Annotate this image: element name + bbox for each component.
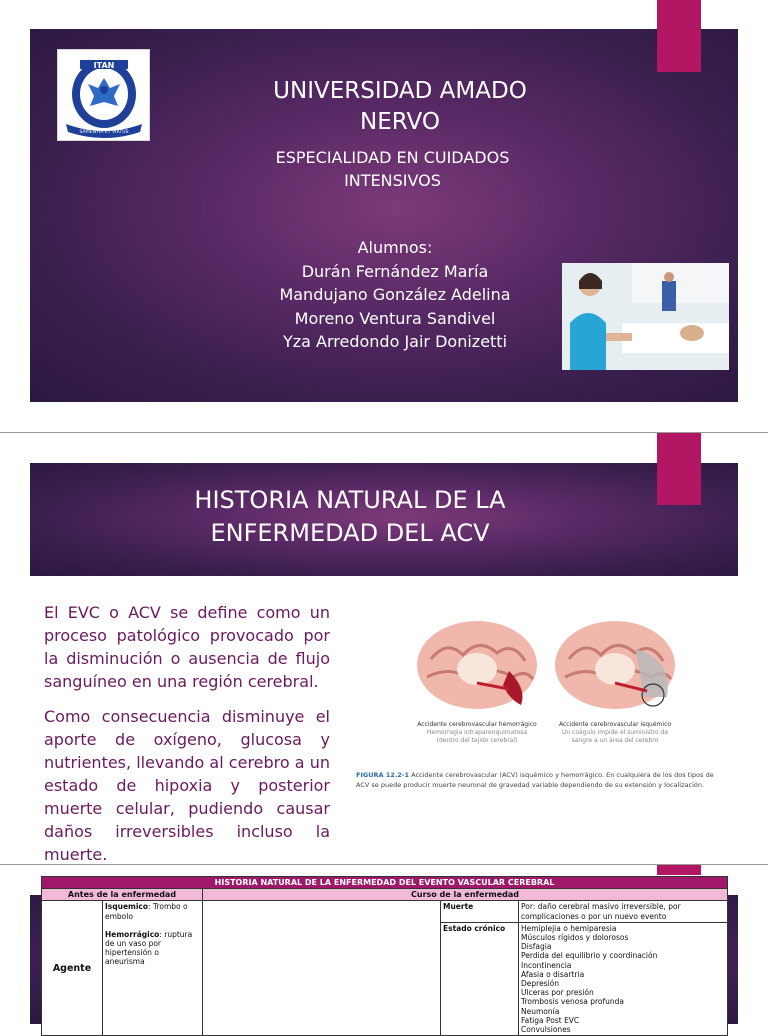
column-header-course: Curso de la enfermedad	[203, 889, 728, 901]
list-item: Músculos rígidos y dolorosos	[521, 933, 629, 943]
agent-description	[103, 901, 203, 1036]
list-item: Convulsiones	[521, 1025, 571, 1035]
hemorrhagic-subtitle: Hemorragia intraparenquimatosa (dentro del tejido cerebral)	[426, 729, 528, 744]
list-item: Hemiplejia o hemiparesia	[521, 923, 617, 933]
consequence-paragraph: Como consecuencia disminuye el aporte de oxígeno, glucosa y nutrientes, llevando al cerebro a un estado de hipoxia y posterior muerte celular, pudiendo causar daños irreversibles incluso la muerte.	[44, 707, 330, 864]
list-item: Trombosis venosa profunda	[521, 997, 624, 1007]
students-block	[240, 236, 550, 354]
column-header-before: Antes de la enfermedad	[42, 889, 203, 901]
list-item: Neumonía	[521, 1006, 560, 1016]
student-name: Durán Fernández María	[301, 261, 489, 281]
death-label: Muerte	[441, 901, 519, 922]
empty-cell	[203, 901, 441, 1036]
students-label: Alumnos:	[357, 238, 433, 257]
eagle-crest-icon	[58, 50, 151, 142]
slide-2-body	[44, 601, 330, 866]
nurse-with-patient-photo-icon	[562, 263, 729, 370]
student-name: Yza Arredondo Jair Donizetti	[282, 332, 508, 351]
university-logo	[57, 49, 150, 141]
ischemic-subtitle: Un coágulo impide el suministro de sangre a un área del cerebro	[561, 729, 669, 744]
agent-label: Agente	[42, 901, 103, 1036]
figure-caption-text: Accidente cerebrovascular (ACV) isquémico y hemorrágico. En cualquiera de los dos tipos de ACV se puede producir muerte neuronal de gravedad variable dependiendo de su extensión y localización.	[356, 771, 714, 789]
list-item: Ulceras por presión	[521, 988, 594, 998]
nurse-patient-photo	[562, 263, 729, 370]
stroke-brain-figure	[355, 605, 725, 795]
chronic-state-list	[519, 922, 728, 1035]
slide-divider	[0, 432, 768, 433]
hemorrhagic-label: Hemorrágico	[105, 929, 160, 939]
death-description: Por: daño cerebral masivo irreversible, por complicaciones o por un nuevo evento	[519, 901, 728, 922]
brain-illustration-icon	[355, 605, 725, 725]
university-name: UNIVERSIDAD AMADO NERVO	[273, 78, 527, 135]
student-name: Moreno Ventura Sandivel	[294, 308, 496, 328]
list-item: Afasia o disartria	[521, 969, 585, 979]
slide-3-accent-tab	[657, 865, 701, 875]
list-item: Disfagia	[521, 942, 552, 952]
slide-2-title: HISTORIA NATURAL DE LA ENFERMEDAD DEL ACV	[194, 486, 506, 547]
figure-caption	[356, 770, 726, 790]
student-name: Mandujano González Adelina	[279, 285, 511, 304]
specialty-name: ESPECIALIDAD EN CUIDADOS INTENSIVOS	[275, 148, 510, 190]
slide-1-accent-tab	[657, 0, 701, 72]
table-title: HISTORIA NATURAL DE LA ENFERMEDAD DEL EVENTO VASCULAR CEREBRAL	[42, 877, 728, 889]
ischemic-label: Isquemico	[105, 902, 149, 912]
slide-2-accent-tab	[657, 433, 701, 505]
list-item: Depresión	[521, 979, 560, 989]
list-item: Perdida del equilibrio y coordinación	[521, 951, 658, 961]
chronic-state-label: Estado crónico	[441, 922, 519, 1035]
list-item: Fatiga Post EVC	[521, 1015, 580, 1025]
figure-number: FIGURA 12.2-1	[356, 771, 410, 779]
definition-paragraph: El EVC o ACV se define como un proceso patológico provocado por la disminución o ausencia de flujo sanguíneo en una región cerebral.	[44, 603, 330, 691]
ischemic-text: : Trombo o embolo	[105, 902, 188, 921]
hemorrhagic-title: Accidente cerebrovascular hemorrágico	[417, 721, 537, 728]
slide-divider	[0, 864, 768, 865]
list-item: Incontinencia	[521, 960, 572, 970]
hemorrhagic-label	[417, 721, 537, 745]
ischemic-label	[555, 721, 675, 745]
natural-history-table	[41, 876, 727, 1036]
logo-acronym: ITAN	[93, 61, 115, 70]
ischemic-title: Accidente cerebrovascular isquémico	[558, 721, 672, 728]
hemorrhagic-text: : ruptura de un vaso por hipertensión o aneurisma	[105, 929, 193, 967]
logo-motto: SAPIENTIA ET VIRTUS	[79, 130, 129, 135]
